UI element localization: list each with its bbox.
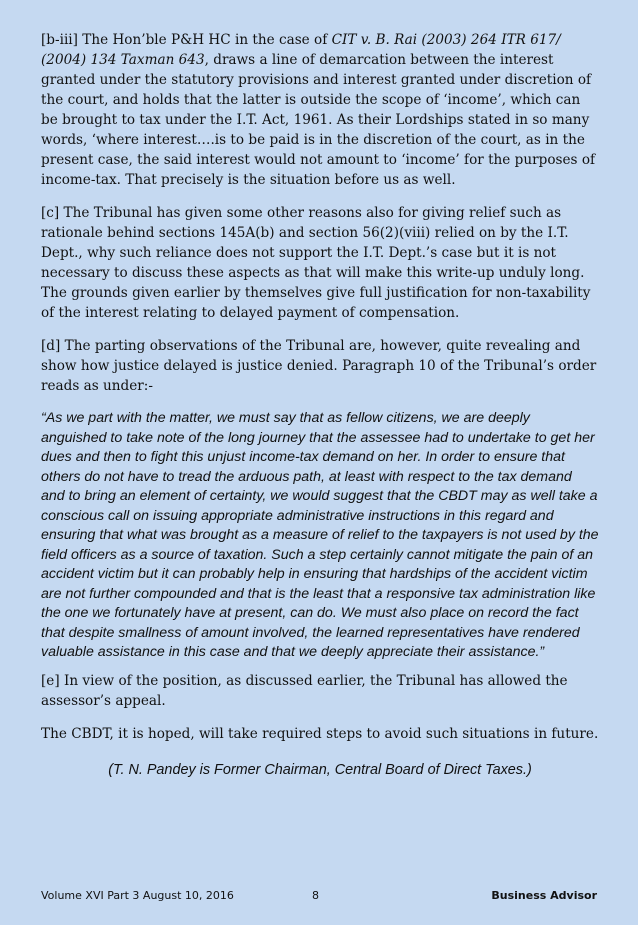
page-footer [41, 889, 597, 907]
closing-paragraph: The CBDT, it is hoped, will take required steps to avoid such situations in future. [41, 725, 599, 742]
paragraph-b-iii-text-after: , draws a line of demarcation between the interest granted under the statutory provisions and interest granted under discretion of the court, and holds that the latter is outside the scope of ‘income’, which can be brought to tax under the I.T. Act, 1961. As their Lordships stated in so many words, ‘where interest….is to be paid is in the discretion of the court, as in the present case, the said interest would not amount to ‘income’ for the purposes of income-tax. That precisely is the situation before us as well. [41, 52, 596, 188]
paragraph-b-iii [41, 30, 599, 190]
tribunal-quote: “As we part with the matter, we must say that as fellow citizens, we are deeply anguished to take note of the long journey that the assessee had to undertake to get her dues and then to fight this unjust income-tax demand on her. In order to ensure that others do not have to tread the arduous path, at least with respect to the tax demand and to bring an element of certainty, we would suggest that the CBDT may as well take a conscious call on issuing appropriate administrative instructions in this regard and ensuring that what was brought as a measure of relief to the taxpayers is not used by the field officers as a source of taxation. Such a step certainly cannot mitigate the pain of an accident victim but it can probably help in ensuring that hardships of the accident victim are not further compounded and that is the least that a responsive tax administration like the one we fortunately have at present, can do. We must also place on record the fact that despite smallness of amount involved, the learned representatives have rendered valuable assistance in this case and that we deeply appreciate their assistance.” [41, 410, 599, 660]
case-citation: CIT v. B. Rai (2003) 264 ITR 617/ (2004) 134 Taxman 643 [41, 32, 561, 68]
article-body [41, 30, 599, 778]
footer-volume: Volume XVI Part 3 August 10, 2016 [41, 889, 234, 902]
paragraph-e: [e] In view of the position, as discussed earlier, the Tribunal has allowed the assessor’s appeal. [41, 672, 568, 709]
author-note: (T. N. Pandey is Former Chairman, Central Board of Direct Taxes.) [108, 761, 532, 778]
paragraph-c: [c] The Tribunal has given some other reasons also for giving relief such as rationale behind sections 145A(b) and section 56(2)(viii) relied on by the I.T. Dept., why such reliance does not support the I.T. Dept.’s case but it is not necessary to discuss these aspects as that will make this write-up unduly long. The grounds given earlier by themselves give full justification for non-taxability of the interest relating to delayed payment of compensation. [41, 205, 591, 321]
paragraph-d: [d] The parting observations of the Tribunal are, however, quite revealing and show how justice delayed is justice denied. Paragraph 10 of the Tribunal’s order reads as under:- [41, 338, 597, 394]
footer-publication: Business Advisor [491, 889, 597, 902]
page-number: 8 [312, 889, 319, 902]
paragraph-b-iii-text-before: [b-iii] The Hon’ble P&H HC in the case of [41, 32, 332, 48]
